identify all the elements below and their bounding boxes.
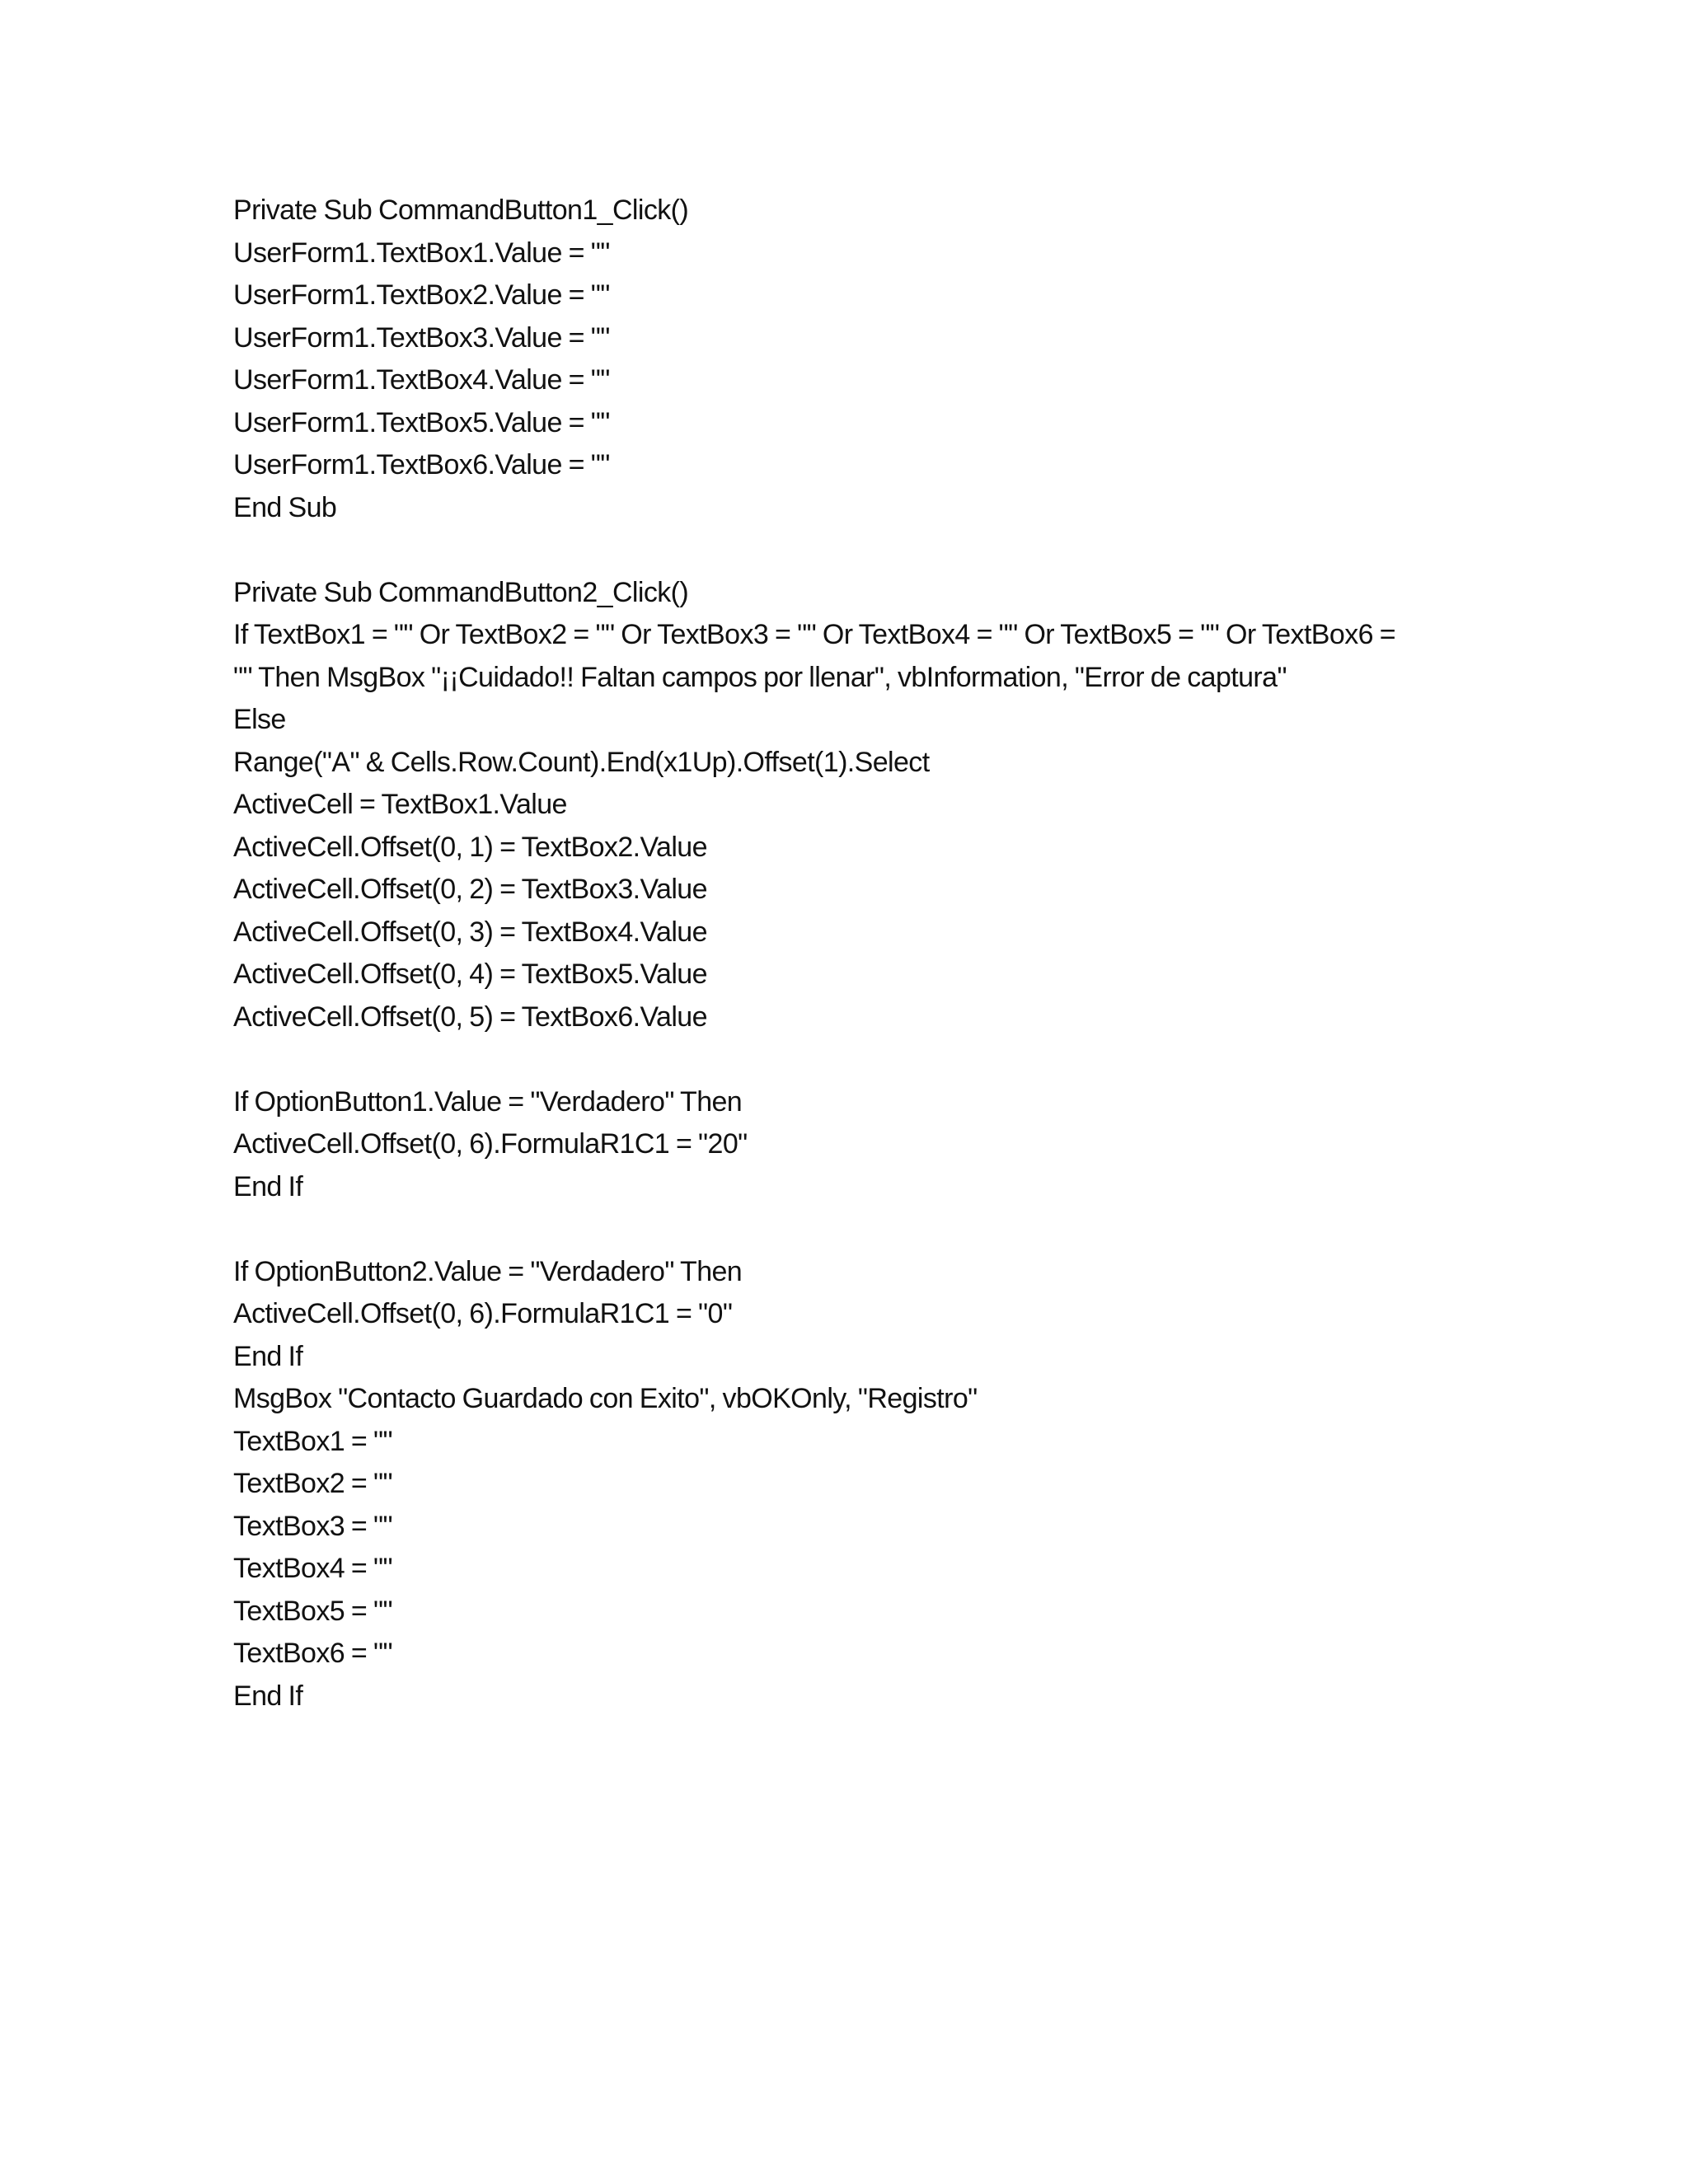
code-line: ActiveCell.Offset(0, 5) = TextBox6.Value xyxy=(233,1001,707,1033)
code-line: ActiveCell.Offset(0, 2) = TextBox3.Value xyxy=(233,874,707,905)
code-line: If TextBox1 = "" Or TextBox2 = "" Or TextBox3 = "" Or TextBox4 = "" Or TextBox5 = "" Or TextBox6 = xyxy=(233,619,1396,650)
code-line: "" Then MsgBox "¡¡Cuidado!! Faltan campos por llenar", vbInformation, "Error de captura" xyxy=(233,661,1287,693)
blank-line xyxy=(233,1038,1552,1081)
code-line: TextBox1 = "" xyxy=(233,1425,392,1457)
code-line: TextBox3 = "" xyxy=(233,1510,392,1542)
code-line: TextBox2 = "" xyxy=(233,1468,392,1499)
code-line: UserForm1.TextBox5.Value = "" xyxy=(233,406,610,438)
code-line: Private Sub CommandButton1_Click() xyxy=(233,194,689,226)
code-line: If OptionButton2.Value = "Verdadero" Then xyxy=(233,1255,743,1287)
code-line: If OptionButton1.Value = "Verdadero" Then xyxy=(233,1085,743,1118)
vba-code-text xyxy=(233,190,1552,1718)
code-line: End If xyxy=(233,1170,303,1202)
code-line: TextBox6 = "" xyxy=(233,1638,392,1669)
code-line: ActiveCell.Offset(0, 3) = TextBox4.Value xyxy=(233,916,707,948)
code-line: UserForm1.TextBox2.Value = "" xyxy=(233,279,610,311)
code-line: UserForm1.TextBox4.Value = "" xyxy=(233,364,610,396)
code-line: MsgBox "Contacto Guardado con Exito", vbOKOnly, "Registro" xyxy=(233,1383,978,1414)
code-line: TextBox4 = "" xyxy=(233,1553,392,1584)
blank-line xyxy=(233,1208,1552,1251)
code-line: UserForm1.TextBox1.Value = "" xyxy=(233,237,610,269)
code-line: ActiveCell.Offset(0, 6).FormulaR1C1 = "0" xyxy=(233,1298,733,1329)
code-line: End If xyxy=(233,1340,303,1372)
code-line: Else xyxy=(233,704,286,735)
code-line: ActiveCell.Offset(0, 4) = TextBox5.Value xyxy=(233,958,707,990)
code-line: TextBox5 = "" xyxy=(233,1595,392,1627)
code-line: Private Sub CommandButton2_Click() xyxy=(233,576,689,608)
code-line: End If xyxy=(233,1680,303,1712)
code-line: UserForm1.TextBox3.Value = "" xyxy=(233,321,610,354)
blank-line xyxy=(233,529,1552,572)
code-line: ActiveCell.Offset(0, 6).FormulaR1C1 = "20" xyxy=(233,1128,748,1160)
code-line: ActiveCell = TextBox1.Value xyxy=(233,789,567,820)
code-line: End Sub xyxy=(233,491,337,523)
code-line: Range("A" & Cells.Row.Count).End(x1Up).Offset(1).Select xyxy=(233,746,930,778)
code-line: ActiveCell.Offset(0, 1) = TextBox2.Value xyxy=(233,831,707,863)
code-line: UserForm1.TextBox6.Value = "" xyxy=(233,449,610,480)
